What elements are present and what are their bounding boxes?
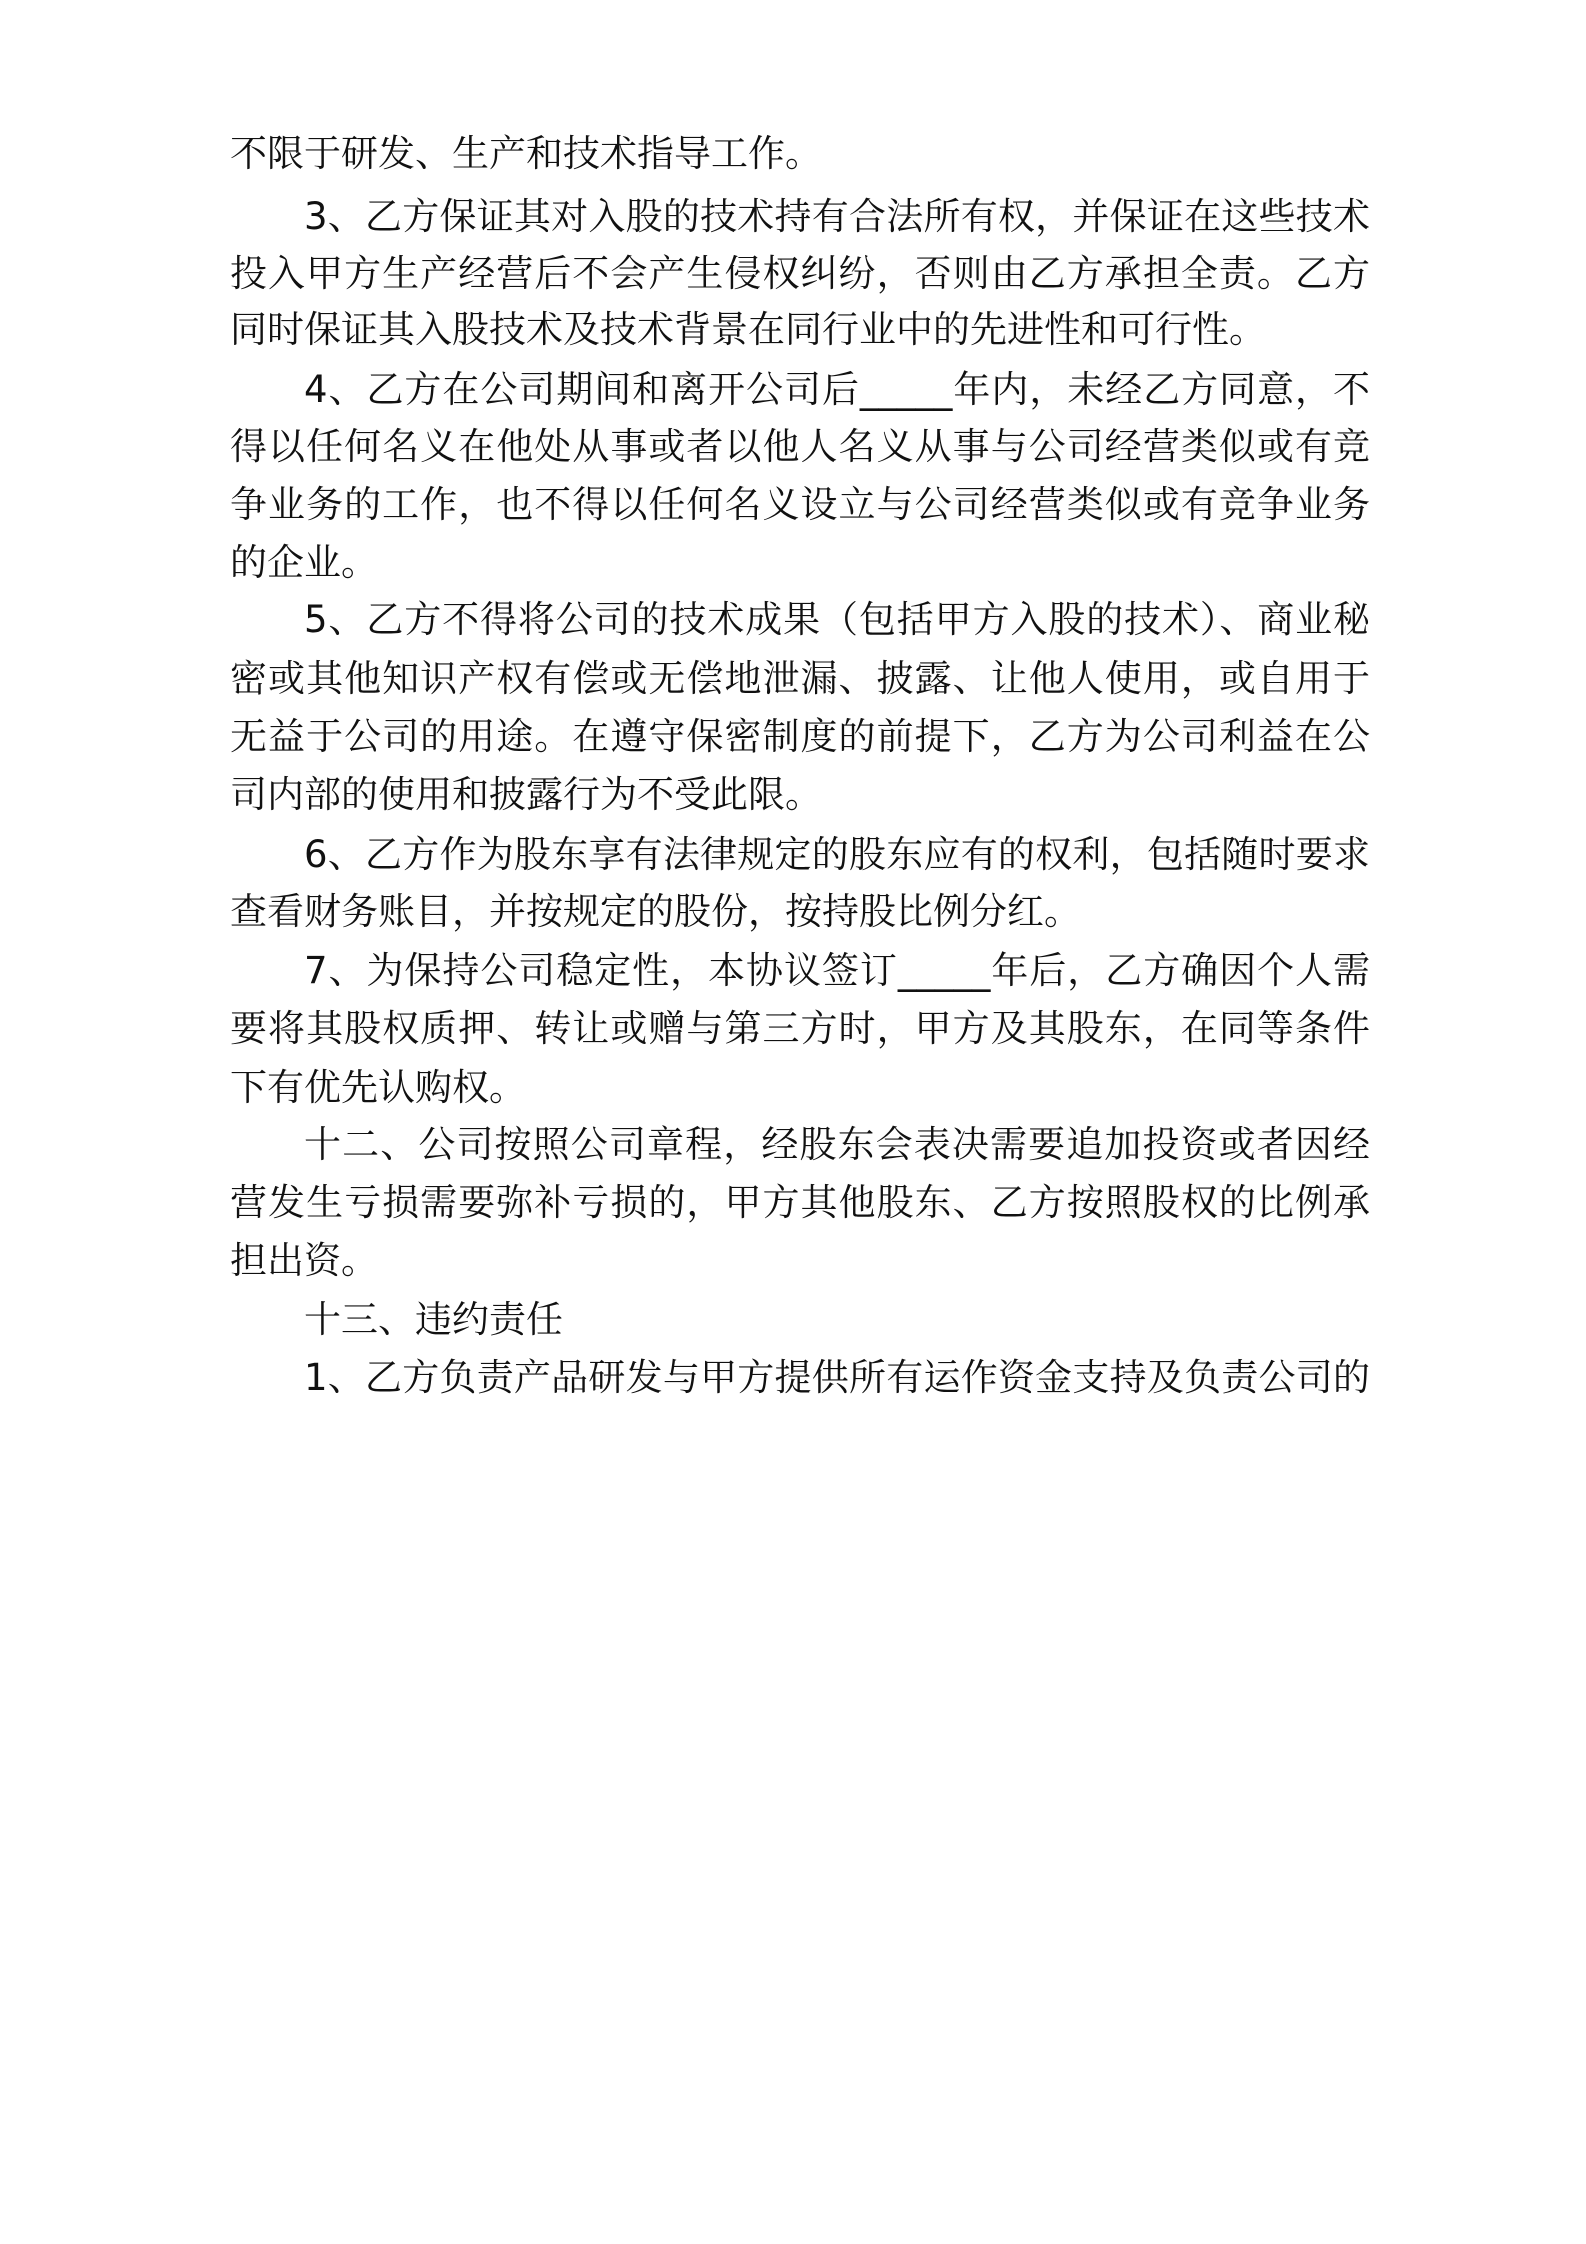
article-12-line-1: 十二、公司按照公司章程，经股东会表决需要追加投资或者因经 xyxy=(304,1123,1370,1166)
clause-3-line-1: 3、乙方保证其对入股的技术持有合法所有权，并保证在这些技术 xyxy=(304,195,1370,238)
article-13-heading: 十三、违约责任 xyxy=(304,1298,563,1341)
clause-6-line-1: 6、乙方作为股东享有法律规定的股东应有的权利，包括随时要求 xyxy=(304,833,1370,876)
article-12-line-2: 营发生亏损需要弥补亏损的，甲方其他股东、乙方按照股权的比例承 xyxy=(230,1181,1370,1224)
clause-4-line-1: 4、乙方在公司期间和离开公司后_____年内，未经乙方同意，不 xyxy=(304,368,1370,411)
clause-4-line-2: 得以任何名义在他处从事或者以他人名义从事与公司经营类似或有竞 xyxy=(230,425,1370,468)
clause-7-line-2: 要将其股权质押、转让或赠与第三方时，甲方及其股东，在同等条件 xyxy=(230,1007,1370,1050)
clause-5-line-4: 司内部的使用和披露行为不受此限。 xyxy=(230,773,822,816)
clause-7-line-3: 下有优先认购权。 xyxy=(230,1066,526,1109)
clause-5-line-2: 密或其他知识产权有偿或无偿地泄漏、披露、让他人使用，或自用于 xyxy=(230,657,1370,700)
clause-7-line-1: 7、为保持公司稳定性，本协议签订_____年后，乙方确因个人需 xyxy=(304,949,1370,992)
clause-4-line-3: 争业务的工作，也不得以任何名义设立与公司经营类似或有竞争业务 xyxy=(230,483,1370,526)
article-13-clause-1-line-1: 1、乙方负责产品研发与甲方提供所有运作资金支持及负责公司的 xyxy=(304,1356,1370,1399)
article-12-line-3: 担出资。 xyxy=(230,1239,378,1282)
clause-3-line-2: 投入甲方生产经营后不会产生侵权纠纷，否则由乙方承担全责。乙方 xyxy=(230,252,1370,295)
clause-6-line-2: 查看财务账目，并按规定的股份，按持股比例分红。 xyxy=(230,890,1081,933)
paragraph-line: 不限于研发、生产和技术指导工作。 xyxy=(230,132,822,175)
clause-5-line-3: 无益于公司的用途。在遵守保密制度的前提下，乙方为公司利益在公 xyxy=(230,715,1370,758)
clause-4-line-4: 的企业。 xyxy=(230,541,378,584)
clause-5-line-1: 5、乙方不得将公司的技术成果（包括甲方入股的技术）、商业秘 xyxy=(304,598,1370,641)
clause-3-line-3: 同时保证其入股技术及技术背景在同行业中的先进性和可行性。 xyxy=(230,308,1266,351)
